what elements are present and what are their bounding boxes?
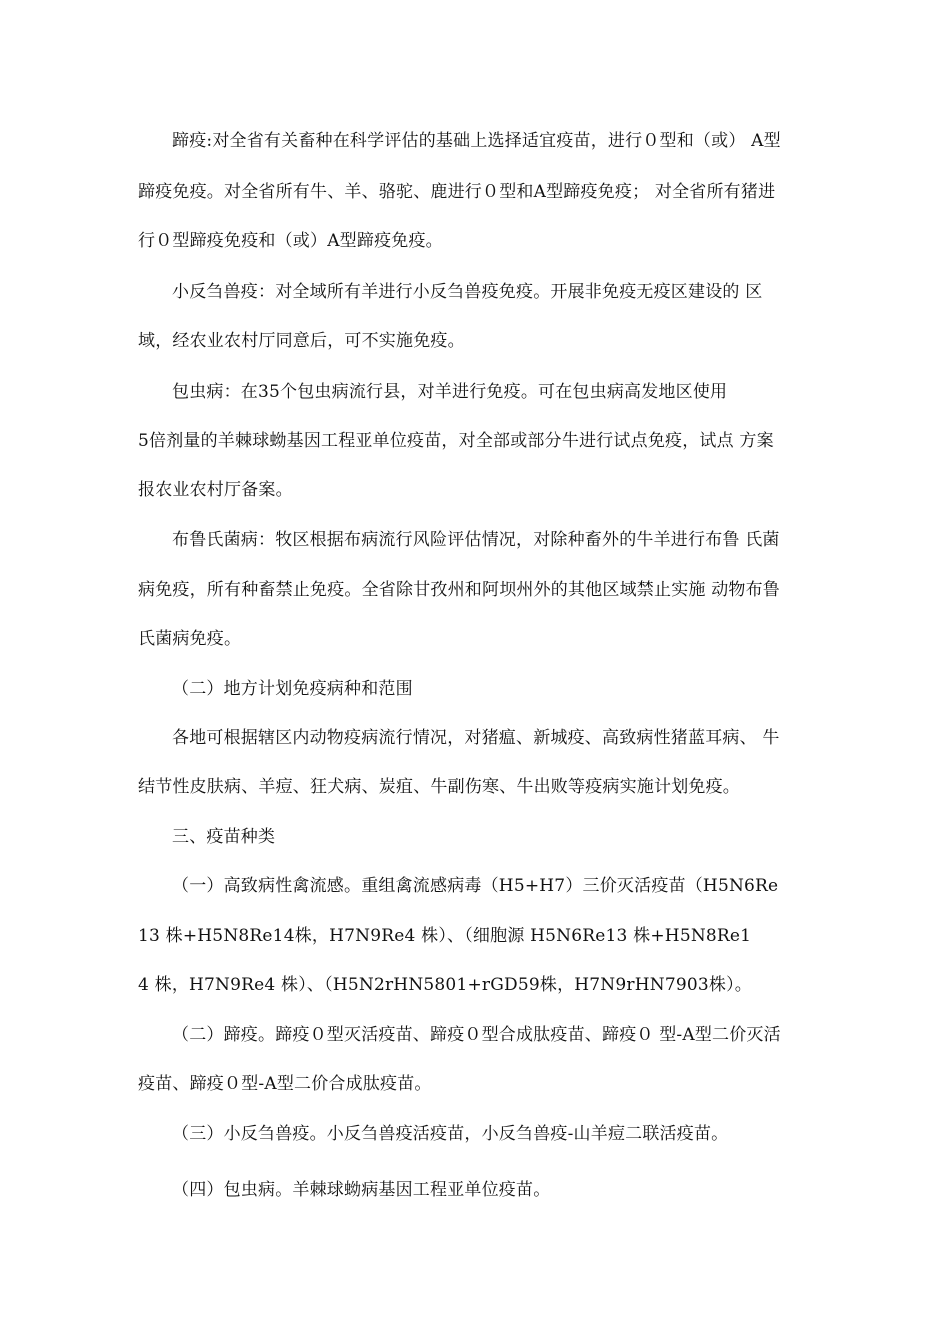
text-line: （一）高致病性禽流感。重组禽流感病毒（H5+H7）三价灭活疫苗（H5N6Re [172, 876, 779, 896]
section-heading: 三、疫苗种类 [172, 827, 276, 847]
section-heading: （二）地方计划免疫病种和范围 [172, 679, 413, 699]
text-line: 各地可根据辖区内动物疫病流行情况，对猪瘟、新城疫、高致病性猪蓝耳病、 牛 [172, 728, 780, 748]
text-line: 小反刍兽疫：对全域所有羊进行小反刍兽疫免疫。开展非免疫无疫区建设的 区 [172, 282, 763, 302]
text-line: （二）蹄疫。蹄疫０型灭活疫苗、蹄疫０型合成肽疫苗、蹄疫０ 型-A型二价灭活 [172, 1025, 781, 1045]
text-line: 蹄疫免疫。对全省所有牛、羊、骆驼、鹿进行０型和A型蹄疫免疫； 对全省所有猪进 [138, 182, 776, 202]
text-line: 5倍剂量的羊棘球蚴基因工程亚单位疫苗，对全部或部分牛进行试点免疫，试点 方案 [138, 431, 774, 451]
text-line: 布鲁氏菌病：牧区根据布病流行风险评估情况，对除种畜外的牛羊进行布鲁 氏菌 [172, 530, 780, 550]
text-line: 4 株，H7N9Re4 株）、（H5N2rHN5801+rGD59株，H7N9rHN7903株）。 [138, 975, 752, 995]
text-line: 结节性皮肤病、羊痘、狂犬病、炭疽、牛副伤寒、牛出败等疫病实施计划免疫。 [138, 777, 740, 797]
text-line: （三）小反刍兽疫。小反刍兽疫活疫苗，小反刍兽疫-山羊痘二联活疫苗。 [172, 1124, 729, 1144]
text-line: 包虫病：在35个包虫病流行县，对羊进行免疫。可在包虫病高发地区使用 [172, 382, 728, 402]
text-line: 病免疫，所有种畜禁止免疫。全省除甘孜州和阿坝州外的其他区域禁止实施 动物布鲁 [138, 580, 781, 600]
text-line: 行０型蹄疫免疫和（或）A型蹄疫免疫。 [138, 231, 443, 251]
text-line: 13 株+H5N8Re14株，H7N9Re4 株）、（细胞源 H5N6Re13 株+H5N8Re1 [138, 926, 752, 946]
text-line: 蹄疫:对全省有关畜种在科学评估的基础上选择适宜疫苗，进行０型和（或） A型 [172, 131, 781, 151]
text-line: 域，经农业农村厅同意后，可不实施免疫。 [138, 331, 465, 351]
text-line: （四）包虫病。羊棘球蚴病基因工程亚单位疫苗。 [172, 1180, 551, 1200]
text-line: 氏菌病免疫。 [138, 629, 242, 649]
text-line: 报农业农村厅备案。 [138, 480, 293, 500]
text-line: 疫苗、蹄疫０型-A型二价合成肽疫苗。 [138, 1074, 432, 1094]
